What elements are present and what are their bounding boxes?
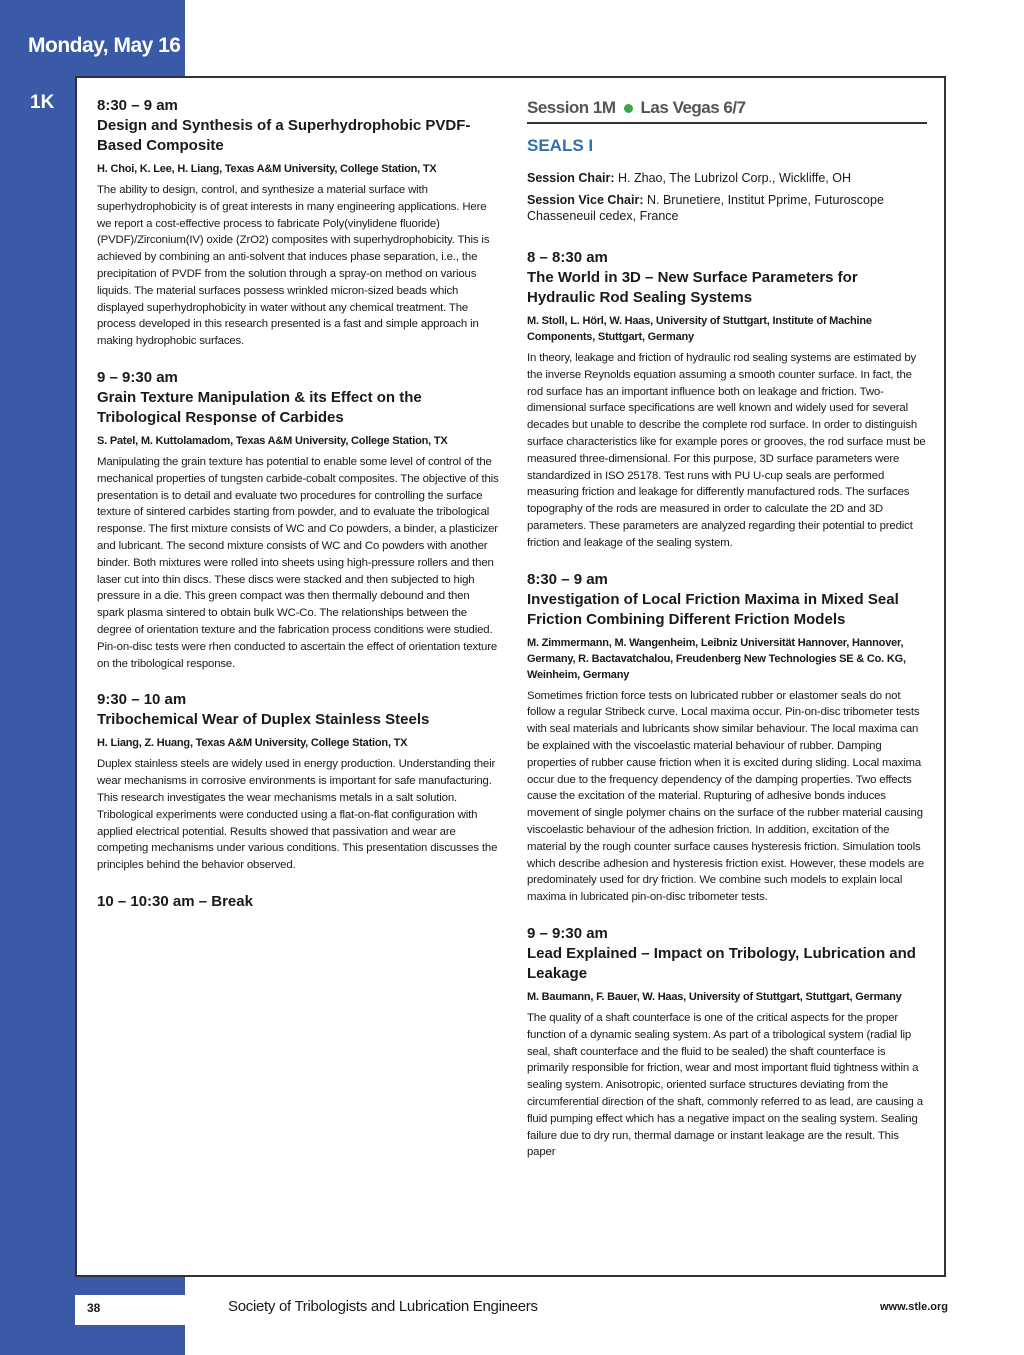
talk-abstract: The quality of a shaft counterface is one of the critical aspects for the proper function of a dynamic sealing system. As part of a tribological system (radial lip seal, shaft counterface and the fluid to be sealed) the shaft counterface is primarily responsible for friction, wear and most important fluid tightness within a sealing system. Anisotropic, oriented surface structures deviating from the circumferential direction of the shaft, commonly referred to as lead, are causing a fluid pumping effect which has a negative impact on the sealing system. Sealing failure due to dry run, thermal damage or instant leakage are the result. This paper [527,1011,923,1159]
talk-authors: S. Patel, M. Kuttolamadom, Texas A&M University, College Station, TX [97,434,448,447]
talk-item [527,570,927,906]
talk-authors: M. Zimmermann, M. Wangenheim, Leibniz Universität Hannover, Hannover, Germany, R. Bactavatchalou, Freudenberg New Technologies SE & Co. KG, Weinheim, Germany [527,636,906,681]
page-number: 38 [87,1301,101,1315]
talk-item [97,690,499,874]
talk-title: Tribochemical Wear of Duplex Stainless Steels [97,711,430,729]
talk-time: 9:30 – 10 am [97,691,187,709]
bullet-dot-icon [624,104,633,113]
talk-time: 9 – 9:30 am [97,368,178,386]
session-vice-chair [527,192,927,224]
talk-title: Lead Explained – Impact on Tribology, Lubrication and Leakage [527,944,916,982]
talk-time: 9 – 9:30 am [527,924,608,942]
talk-item [97,368,499,672]
talk-item [527,924,927,1161]
chair-label: Session Chair: [527,171,615,185]
day-label: Monday, May 16 [28,34,181,57]
session-name: SEALS I [527,136,594,155]
footer-url[interactable]: www.stle.org [879,1301,948,1313]
talk-abstract: In theory, leakage and friction of hydraulic rod sealing systems are estimated by the inverse Reynolds equation assuming a smooth counter surface. In fact, the rod surface has an important influence both on leakage and friction. Two-dimensional surface specifications are well known and widely used for several decades but unable to describe the complete rod surface. In order to distinguish surface characteristics like for example pores or grooves, the rod surface must be measured three-dimensional. For this purpose, 3D surface parameters were standardized in ISO 25178. Test runs with PU U-cup seals are performed measuring friction and leakage for differently manufactured rods. The surfaces topography of the rods are measured in order to calculate the 2D and 3D parameters. These parameters are analyzed regarding their potential to predict friction and leakage of the sealing system. [527,352,926,549]
talk-time: 8 – 8:30 am [527,249,608,266]
vice-chair-label: Session Vice Chair: [527,193,644,207]
talk-time: 8:30 – 9 am [97,97,178,114]
talk-abstract: Duplex stainless steels are widely used in energy production. Understanding their wear mechanisms in corrosive environments is important for safe manufacturing. This research investigates the wear mechanisms metals in a salt solution. Tribological experiments were conducted using a flat-on-flat configuration with applied electrical potential. Results showed that passivation and wear are competing mechanisms under various conditions. This presentation discusses the principles behind the behavior observed. [97,758,498,872]
session-code-1k: 1K [30,92,55,113]
left-column [97,96,499,912]
talk-title: Grain Texture Manipulation & its Effect on the Tribological Response of Carbides [97,388,422,426]
break-label: 10 – 10:30 am – Break [97,892,253,910]
session-location: Las Vegas 6/7 [640,98,746,117]
talk-abstract: The ability to design, control, and synthesize a material surface with superhydrophobicity is of great interests in many engineering applications. Here we report a cost-effective process to fabricate Poly(vinylidene fluoride) (PVDF)/Zirconium(IV) oxide (ZrO2) composites with superhydrophobicity. This is achieved by combining an anti-solvent that induces phase separation, i.e., the precipitation of PVDF from the solution through a spray-on method on various liquids. The material surfaces possess wrinkled micron-sized beads which displayed superhydrophobicity in water without any chemical treatment. The process developed in this research presented is a fast and simple approach in making hydrophobic surfaces. [97,184,490,348]
talk-abstract: Manipulating the grain texture has potential to enable some level of control of the mechanical properties of tungsten carbide-cobalt composites. The objective of this presentation is to detail and evaluate two procedures for controlling the surface texture of sintered carbides starting from powder, and to evaluate the tribological response. The first mixture consists of WC and Co powders, a binder, a plasticizer and lubricant. The second mixture consists of WC and Co powders with another binder. Both mixtures were rolled into sheets using high-pressure rollers and then laser cut into thin discs. These discs were stacked and then subjected to high pressure in a die. This green compact was then thermally debound and then spark plasma sintered to obtain bulk WC-Co. The relationships between the degree of orientation texture and the fabrication process conditions were studied. Pin-on-disc tests were rhen conducted to ascertain the effect of orientation texture on the tribological response. [97,455,499,670]
talk-title: The World in 3D – New Surface Parameters for Hydraulic Rod Sealing Systems [527,269,858,306]
page-number-box [75,1295,185,1325]
talk-authors: M. Stoll, L. Hörl, W. Haas, University of Stuttgart, Institute of Machine Components, Stuttgart, Germany [527,315,872,343]
talk-authors: M. Baumann, F. Bauer, W. Haas, University of Stuttgart, Stuttgart, Germany [527,990,902,1003]
right-column [527,98,927,1179]
talk-authors: H. Liang, Z. Huang, Texas A&M University, College Station, TX [97,737,408,750]
program-panel [75,76,946,1277]
vice-chair-name: N. Brunetiere, Institut Pprime, Futuroscope Chasseneuil cedex, France [527,193,884,223]
talk-title: Design and Synthesis of a Superhydrophobic PVDF-Based Composite [97,117,471,154]
talk-abstract: Sometimes friction force tests on lubricated rubber or elastomer seals do not follow a regular Stribeck curve. Local maxima occur. Pin-on-disc tribometer tests with seal materials and lubricants show similar behaviour. The local maxima can be explained with the viscoelastic material behaviour of rubber. Damping properties of rubber cause friction when it is excited during sliding. Local maxima occur due to the frequency dependency of the damping properties. Two effects cause the excitation of the material. Rupturing of adhesive bonds induces movement of single polymer chains on the surface of the rubber material causing viscoelastic behaviour of the adhesion friction. In addition, excitation of the material by the rough counter surface causes hysteresis friction. Simulation tools which describe adhesion and hysteresis friction exist. However, these models are predominately used for dry friction. We combine such models to explain local maxima in lubricated pin-on-disc tribometer tests. [527,689,925,904]
talk-item [527,248,927,552]
chair-name: H. Zhao, The Lubrizol Corp., Wickliffe, OH [618,171,851,185]
session-label: Session 1M [527,98,616,117]
session-chair [527,170,927,186]
talk-authors: H. Choi, K. Lee, H. Liang, Texas A&M University, College Station, TX [97,163,437,175]
session-header [527,98,927,124]
talk-title: Investigation of Local Friction Maxima in Mixed Seal Friction Combining Different Friction Models [527,590,899,628]
footer-organization: Society of Tribologists and Lubrication Engineers [228,1298,538,1315]
talk-item [97,96,499,350]
talk-time: 8:30 – 9 am [527,570,608,588]
